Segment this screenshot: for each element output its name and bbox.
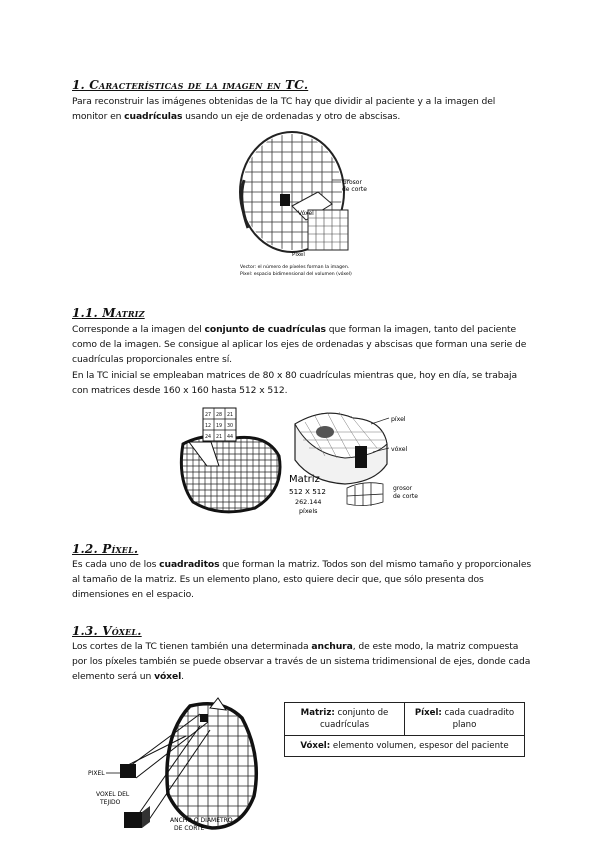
term-text: elemento volumen, espesor del paciente: [330, 741, 509, 751]
label-matrix-size: 512 X 512: [289, 487, 326, 496]
term-label: Píxel:: [414, 708, 442, 718]
table-row: [285, 736, 525, 757]
text: Es cada uno de los: [72, 559, 160, 570]
label-tejido: TEJIDO: [100, 799, 121, 806]
text: usando un eje de ordenadas y otro de abscisas.: [182, 111, 401, 123]
section-title-voxel: 1.3. Vóxel.: [72, 624, 142, 638]
grid-value: 28: [216, 413, 223, 418]
label-matriz: Matriz: [289, 474, 320, 485]
text: que forman la imagen, tanto del paciente como de la imagen. Se consigue al aplicar los ejes de ordenadas y abscisas que forman una serie de cuadrículas proporcionales entre sí.: [72, 324, 527, 366]
bold-term: conjunto de cuadrículas: [204, 324, 326, 335]
text: Los cortes de la TC tienen también una determinada: [72, 641, 312, 652]
caption-line-2: Píxel: espacio bidimensional del volumen (vóxel): [240, 272, 352, 277]
label-ancho: ANCHO O DIAMETRO: [170, 817, 233, 824]
paragraph-caracteristicas: [72, 94, 532, 124]
label-pixel: Píxel: [292, 252, 305, 258]
grid-value: 30: [227, 424, 234, 429]
figure-matrix: [175, 404, 437, 520]
text: que forman la matriz. Todos son del mismo tamaño y proporcionales al tamaño de la matriz. Es un elemento plano, esto quiere decir que, que sólo presenta dos dimensiones en el espacio.: [72, 559, 532, 601]
table-cell-matriz: [285, 703, 405, 736]
summary-table: [284, 702, 525, 757]
figure-voxel: [86, 696, 282, 844]
label-voxel: Vóxel: [298, 210, 314, 217]
section-title-caracteristicas: 1. Características de la imagen en TC.: [72, 78, 309, 92]
table-row: [285, 703, 525, 736]
text: Corresponde a la imagen del: [72, 324, 205, 335]
label-voxel: vóxel: [391, 446, 408, 453]
section-title-pixel: 1.2. Píxel.: [72, 542, 139, 556]
term-text: cada cuadradito plano: [441, 708, 515, 730]
caption-line-1: Vector: el número de píxeles forman la imagen.: [240, 265, 350, 270]
text: , de este modo, la matriz compuesta por los píxeles también se puede observar a través de un sistema tridimensional de ejes, donde cada elemento será un: [72, 641, 531, 683]
label-pixel: PIXEL: [88, 770, 105, 777]
section-title-matriz: 1.1. Matriz: [72, 306, 145, 320]
table-cell-voxel: [285, 736, 525, 757]
grid-value: 21: [216, 435, 223, 440]
label-de-corte: DE CORTE: [174, 825, 205, 832]
figure-head-grid: [232, 130, 382, 278]
text: .: [181, 671, 184, 683]
label-grosor: Grosor: [342, 179, 362, 186]
bold-term: cuadraditos: [159, 559, 220, 570]
term-text: conjunto de cuadrículas: [319, 708, 389, 730]
grid-value: 27: [205, 413, 212, 418]
label-de-corte: de corte: [393, 493, 418, 500]
grid-value: 24: [205, 435, 212, 440]
grid-value: 44: [227, 435, 234, 440]
grid-value: 12: [205, 424, 212, 429]
grid-value: 19: [216, 424, 223, 429]
label-grosor: grosor: [393, 485, 413, 492]
bold-term: vóxel: [154, 671, 182, 683]
label-voxel-del: VOXEL DEL: [96, 791, 130, 798]
bold-term: anchura: [311, 641, 353, 652]
label-pixels-word: píxels: [299, 507, 318, 515]
label-pixel-count: 262.144: [295, 498, 322, 506]
paragraph-matriz-1: [72, 322, 532, 368]
bold-term: cuadrículas: [124, 111, 183, 123]
paragraph-voxel: [72, 639, 532, 685]
paragraph-matriz-2: En la TC inicial se empleaban matrices de 80 x 80 cuadrículas mientras que, hoy en día, se trabaja con matrices desde 160 x 160 hasta 512 x 512.: [72, 370, 517, 397]
label-de-corte: de corte: [342, 186, 367, 193]
text: Para reconstruir las imágenes obtenidas de la TC hay que dividir al paciente y a la imagen del monitor en: [72, 96, 496, 123]
grid-value: 21: [227, 413, 234, 418]
term-label: Matriz:: [300, 708, 335, 718]
label-pixel: píxel: [391, 416, 406, 423]
term-label: Vóxel:: [300, 741, 331, 751]
paragraph-pixel: [72, 557, 532, 603]
table-cell-pixel: [405, 703, 525, 736]
